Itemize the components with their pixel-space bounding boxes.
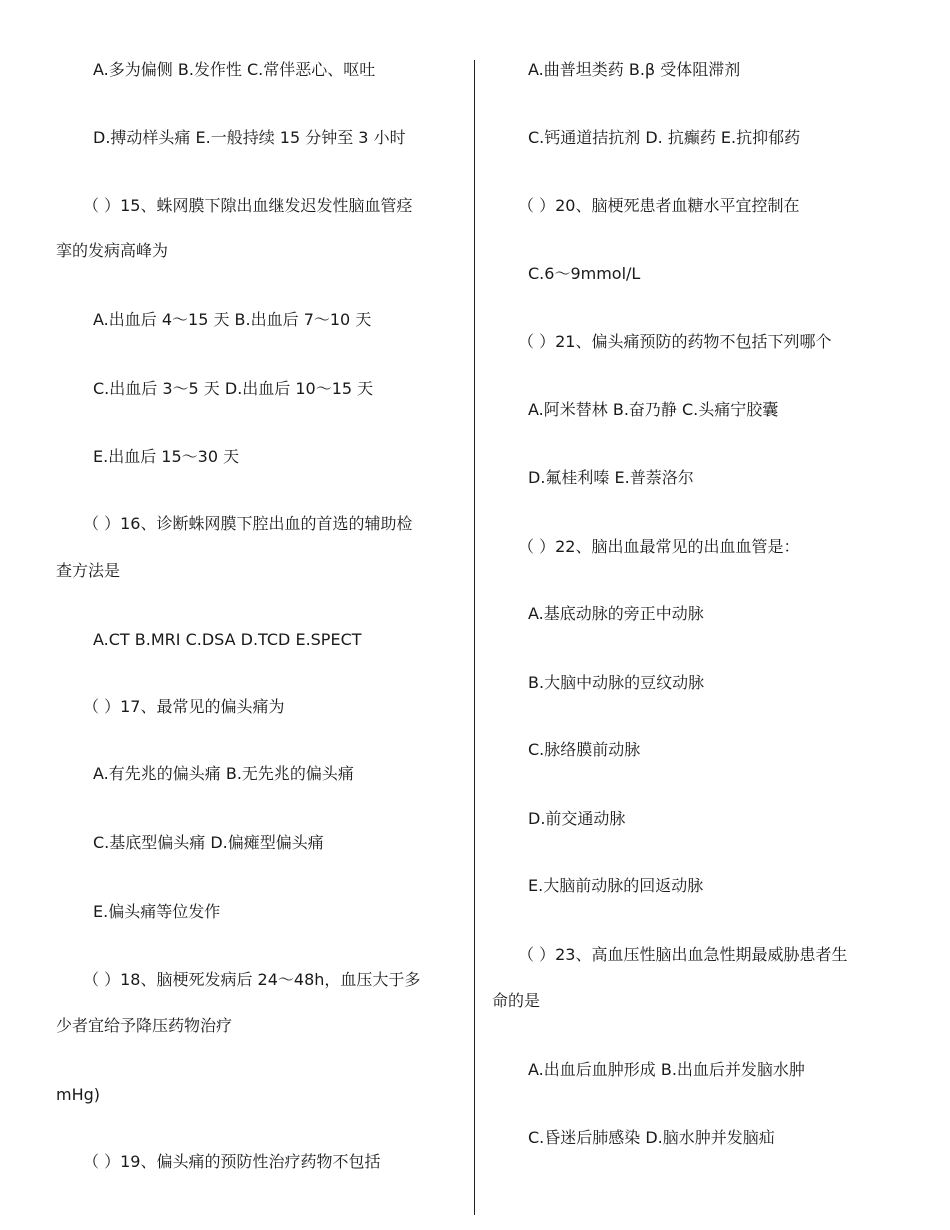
q21-options-a-c: A.阿米替林 B.奋乃静 C.头痛宁胶囊: [528, 400, 779, 419]
question-23-stem: （ ）23、高血压性脑出血急性期最威胁患者生: [518, 945, 848, 964]
q22-option-b: B.大脑中动脉的豆纹动脉: [528, 673, 705, 692]
question-19-stem: （ ）19、偏头痛的预防性治疗药物不包括: [83, 1152, 381, 1171]
q17-options-a-b: A.有先兆的偏头痛 B.无先兆的偏头痛: [93, 764, 354, 783]
q14-options-a-c: A.多为偏侧 B.发作性 C.常伴恶心、呕吐: [93, 60, 376, 79]
q15-options-c-d: C.出血后 3～5 天 D.出血后 10～15 天: [93, 379, 374, 398]
question-18-stem: （ ）18、脑梗死发病后 24～48h，血压大于多: [83, 970, 421, 989]
q14-options-d-e: D.搏动样头痛 E.一般持续 15 分钟至 3 小时: [93, 128, 406, 147]
column-divider: [474, 60, 475, 1215]
question-20-stem: （ ）20、脑梗死患者血糖水平宜控制在: [518, 196, 800, 215]
question-23-stem-cont: 命的是: [492, 991, 541, 1010]
question-15-stem: （ ）15、蛛网膜下隙出血继发迟发性脑血管痉: [83, 196, 413, 215]
q16-options: A.CT B.MRI C.DSA D.TCD E.SPECT: [93, 630, 362, 649]
q22-option-c: C.脉络膜前动脉: [528, 740, 641, 759]
q22-option-d: D.前交通动脉: [528, 809, 626, 828]
q18-unit-fragment: mHg): [56, 1085, 101, 1104]
question-21-stem: （ ）21、偏头痛预防的药物不包括下列哪个: [518, 332, 832, 351]
q23-options-c-d: C.昏迷后肺感染 D.脑水肿并发脑疝: [528, 1128, 775, 1147]
question-22-stem: （ ）22、脑出血最常见的出血血管是：: [518, 537, 800, 556]
question-16-stem: （ ）16、诊断蛛网膜下腔出血的首选的辅助检: [83, 514, 413, 533]
question-15-stem-cont: 挛的发病高峰为: [56, 241, 169, 260]
question-16-stem-cont: 查方法是: [56, 561, 121, 580]
q21-options-d-e: D.氟桂利嗪 E.普萘洛尔: [528, 468, 694, 487]
question-18-stem-cont: 少者宜给予降压药物治疗: [56, 1016, 233, 1035]
q20-option-c: C.6～9mmol/L: [528, 264, 641, 283]
q22-option-e: E.大脑前动脉的回返动脉: [528, 876, 704, 895]
q15-option-e: E.出血后 15～30 天: [93, 447, 240, 466]
q19-options-a-b: A.曲普坦类药 B.β 受体阻滞剂: [528, 60, 741, 79]
q19-options-c-e: C.钙通道拮抗剂 D. 抗癫药 E.抗抑郁药: [528, 128, 801, 147]
q22-option-a: A.基底动脉的旁正中动脉: [528, 604, 704, 623]
q17-options-c-d: C.基底型偏头痛 D.偏瘫型偏头痛: [93, 833, 324, 852]
q15-options-a-b: A.出血后 4～15 天 B.出血后 7～10 天: [93, 310, 372, 329]
question-17-stem: （ ）17、最常见的偏头痛为: [83, 697, 285, 716]
q23-options-a-b: A.出血后血肿形成 B.出血后并发脑水肿: [528, 1060, 805, 1079]
q17-option-e: E.偏头痛等位发作: [93, 902, 221, 921]
